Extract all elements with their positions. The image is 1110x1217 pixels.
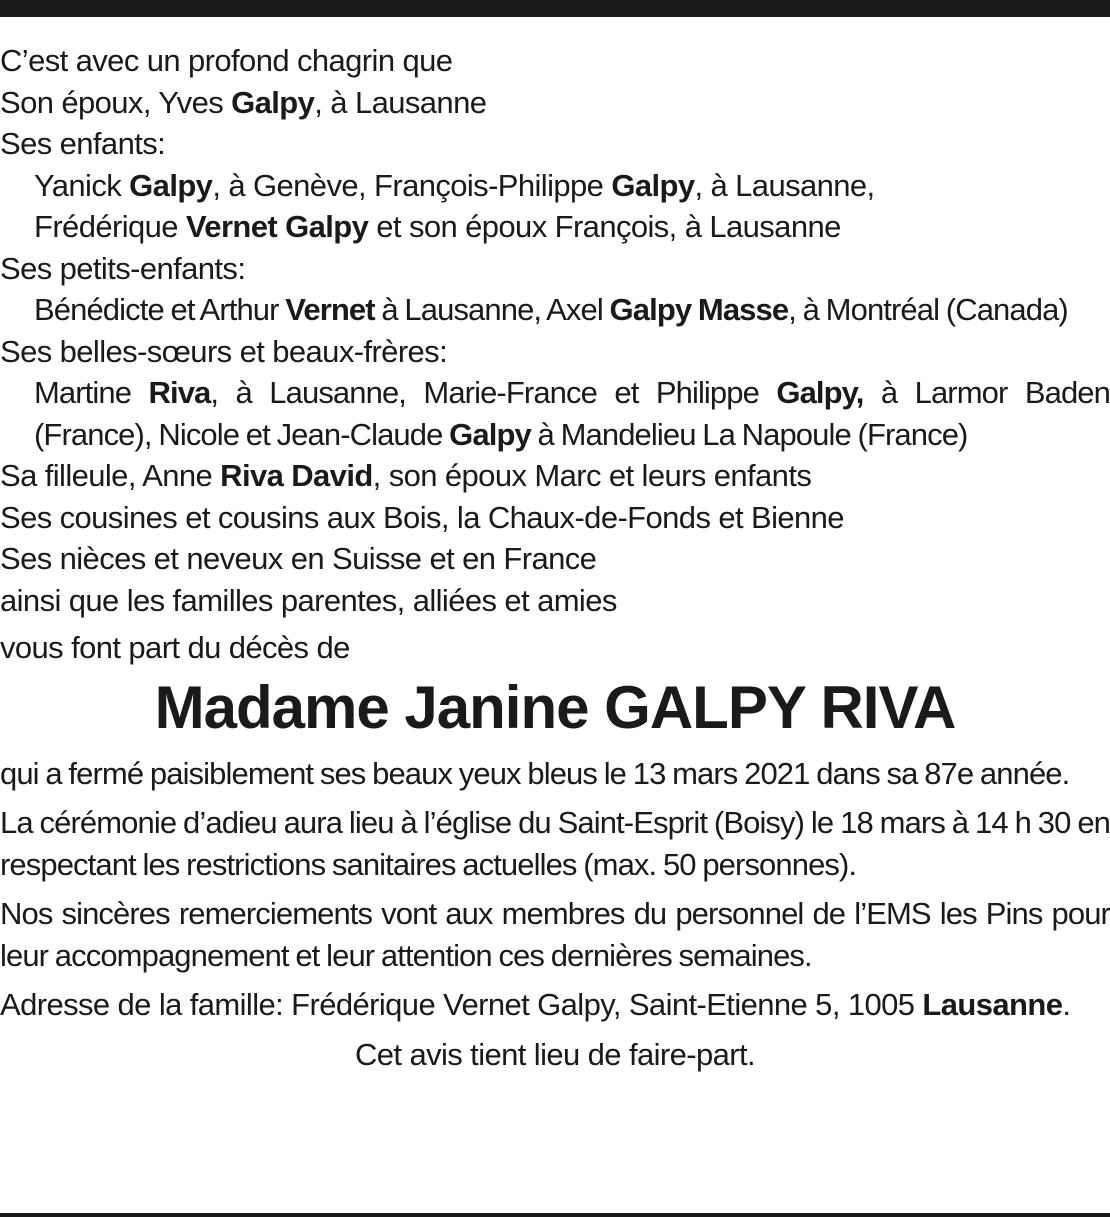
families-line: ainsi que les familles parentes, alliées et amies [0,582,617,618]
grandchildren-text [0,289,1110,331]
deceased-name: Madame Janine GALPY RIVA [154,673,956,741]
thanks-paragraph: Nos sincères remerciements vont aux membres du personnel de l’EMS les Pins pour leur accompagnement et leur attention ces dernières semaines. [0,896,1110,973]
text-run: , à Genève, François-Philippe [212,167,612,203]
death-notice [0,40,1110,1075]
spouse-line [0,82,1110,124]
address-city: Lausanne [922,987,1063,1022]
text-run: à Mandelieu La Napoule (France) [530,416,968,452]
bottom-rule [0,1213,1110,1217]
goddaughter-line [0,455,1110,497]
address-line [0,984,1110,1026]
text-run: Bénédicte et Arthur [34,292,286,327]
announce-line: vous font part du décès de [0,630,350,665]
closing-line: Cet avis tient lieu de faire-part. [354,1036,756,1072]
family-name: Galpy, [776,375,864,410]
family-name: Riva [148,375,211,410]
nieces-line: Ses nièces et neveux en Suisse et en France [0,541,597,576]
text-run: Martine [34,375,149,410]
text-run: , à Montréal (Canada) [788,292,1068,327]
family-name: Vernet [285,292,375,327]
top-rule [0,0,1110,17]
text-run: , à Lausanne, Marie-France et Philippe [210,375,777,410]
family-name: Riva David [220,458,373,493]
text-run: . [1062,987,1071,1022]
text-run: Sa filleule, Anne [0,458,221,493]
grandchildren-heading: Ses petits-enfants: [0,250,246,286]
text-run: Frédérique [34,209,186,244]
family-name: Galpy Masse [609,292,789,327]
in-laws-heading: Ses belles-sœurs et beaux-frères: [0,333,448,369]
text-run: à Larmor Baden (France), Nicole et Jean-Claude [34,375,1110,452]
opening-line: C’est avec un profond chagrin que [0,43,453,78]
passing-paragraph: qui a fermé paisiblement ses beaux yeux bleus le 13 mars 2021 dans sa 87e année. [0,755,1070,791]
family-name: Galpy [449,416,531,452]
family-name: Galpy [129,167,213,203]
text-run: et son époux François, à Lausanne [368,209,841,244]
family-name: Galpy [611,167,695,203]
text-run: , à Lausanne, [694,167,875,203]
spouse-suffix: , à Lausanne [314,84,487,120]
text-run: à Lausanne, Axel [374,292,610,327]
text-run: Adresse de la famille: Frédérique Vernet Galpy, Saint-Etienne 5, 1005 [0,987,923,1022]
spouse-name: Galpy [231,84,315,120]
children-line-1 [0,165,1110,207]
children-heading: Ses enfants: [0,126,166,161]
children-line-2 [0,206,1110,248]
family-name: Vernet Galpy [185,209,369,244]
text-run: , son époux Marc et leurs enfants [372,458,812,493]
in-laws-text [0,372,1110,455]
text-run: Yanick [34,167,130,203]
spouse-prefix: Son époux, Yves [0,84,232,120]
ceremony-paragraph: La cérémonie d’adieu aura lieu à l’église du Saint-Esprit (Boisy) le 18 mars à 14 h 30 en respectant les restrictions sanitaires actuelles (max. 50 personnes). [0,805,1110,882]
cousins-line: Ses cousines et cousins aux Bois, la Chaux-de-Fonds et Bienne [0,499,844,535]
